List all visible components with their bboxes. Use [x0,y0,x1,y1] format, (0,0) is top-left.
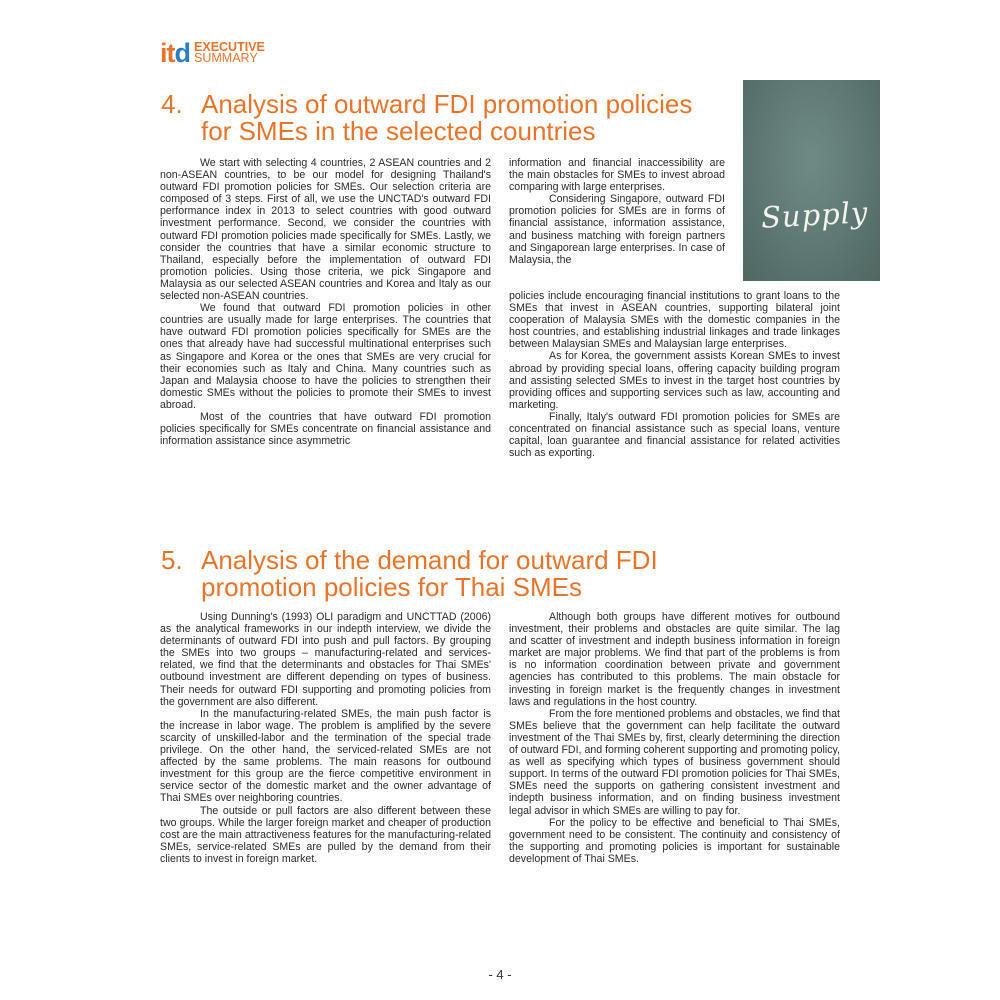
section5-heading [161,547,658,601]
section4-title-line2: for SMEs in the selected countries [201,116,596,146]
page-number: - 4 - [488,967,512,982]
section4-number: 4. [161,89,183,119]
section4-paragraph-continuation: information and financial inaccessibility are the main obstacles for SMEs to invest abroad comparing with large enterprises. [509,157,725,194]
section4-paragraph: As for Korea, the government assists Korean SMEs to invest abroad by providing special loans, offering capacity building program and assisting selected SMEs to invest in the target host countries by providing offices and supporting services such as law, accounting and marketing. [509,350,840,411]
section4-paragraph-continuation: policies include encouraging financial institutions to grant loans to the SMEs that invest in ASEAN countries, supporting bilateral joint cooperation of Malaysia SMEs with the domestic companies in the host countries, and establishing industrial linkages and trade linkages between Malaysian SMEs and Malaysian large enterprises. [509,290,840,351]
section4-paragraph: We found that outward FDI promotion policies in other countries are usually made for large enterprises. The countries that have outward FDI promotion policies specifically for SMEs are the ones that already have had successful multinational enterprises such as Singapore and Korea or the ones that SMEs are very crucial for their economies such as Italy and China. Many countries such as Japan and Malaysia choose to have the policies to strengthen their domestic SMEs without the policies to promote their SMEs to invest abroad. [160,302,491,411]
section5-title-line2: promotion policies for Thai SMEs [201,572,583,602]
section5-paragraph: The outside or pull factors are also different between these two groups. While the larger foreign market and cheaper of production cost are the main attractiveness features for the manufacturing-related SMEs, service-related SMEs are pulled by the demand from their clients to invest in foreign market. [160,804,491,865]
logo-subtitle [194,42,265,64]
section5-paragraph: Using Dunning's (1993) OLI paradigm and UNCTTAD (2006) as the analytical frameworks in our indepth interview, we divide the determinants of outward FDI into push and pull factors. By grouping the SMEs into two groups – manufacturing-related and services-related, we find that the determinants and obstacles for Thai SMEs' outbound investment are different depending on types of business. Their needs for outward FDI supporting and promoting policies from the government are also different. [160,611,491,708]
section4-paragraph: Most of the countries that have outward FDI promotion policies specifically for SMEs concentrate on financial assistance and information assistance since asymmetric [160,410,491,448]
section5-paragraph: In the manufacturing-related SMEs, the main push factor is the increase in labor wage. The problem is amplified by the severe scarcity of unskilled-labor and the termination of the special trade privilege. On the other hand, the serviced-related SMEs are not affected by the same problems. The main reasons for outbound investment for this group are the fierce competitive environment in service sector of the domestic market and the owner advantage of Thai SMEs over neighboring countries. [160,707,491,805]
section5-paragraph: Although both groups have different motives for outbound investment, their problems and obstacles are quite similar. The lag and scatter of investment and indepth business information in foreign market are major problems. We find that part of the problems is from is no information coordination between private and government agencies has contributed to this problems. The main obstacle for investing in foreign market is the frequently changes in investment laws and regulations in the host country. [509,611,840,708]
logo-subtitle-line2: SUMMARY [194,51,258,65]
section4-paragraph: Considering Singapore, outward FDI promotion policies for SMEs are in forms of financial assistance, information assistance, and business matching with foreign partners and Singaporean large enterprises. In case of Malaysia, the [509,193,725,266]
section4-heading [161,91,692,145]
itd-logo [160,38,265,68]
section4-right-column-wide [509,290,840,459]
section5-paragraph: For the policy to be effective and beneficial to Thai SMEs, government need to be consistent. The continuity and consistency of the supporting and promoting policies is important for sustainable development of Thai SMEs. [509,816,840,865]
section4-paragraph: Finally, Italy's outward FDI promotion policies for SMEs are concentrated on financial assistance such as special loans, venture capital, loan guarantee and financial assistance for related activities such as exporting. [509,410,840,460]
section5-title-line1: Analysis of the demand for outward FDI [201,545,658,575]
section5-number: 5. [161,545,183,575]
logo-subtitle-line1: EXECUTIVE [194,40,265,54]
section4-title-line1: Analysis of outward FDI promotion policies [201,89,693,119]
chalkboard-word: Supply [760,195,870,235]
section5-right-column [509,611,840,865]
section5-left-column [160,611,491,865]
section5-paragraph: From the fore mentioned problems and obstacles, we find that SMEs believe that the government can help facilitate the outward investment of the Thai SMEs by, first, clearly determining the direction of outward FDI, and forming coherent supporting and promoting policy, as well as specifying which types of business government should support. In terms of the outward FDI promotion policies for Thai SMEs, SMEs need the supports on gathering consistent investment and indepth business information, and on finding business investment legal advisor in which SMEs are willing to pay for. [509,707,840,817]
section4-paragraph: We start with selecting 4 countries, 2 ASEAN countries and 2 non-ASEAN countries, to be our model for designing Thailand's outward FDI promotion policies for SMEs. Our selection criteria are composed of 3 steps. First of all, we use the UNCTAD's outward FDI performance index in 2013 to select countries with good outward investment performance. Second, we consider the countries with outward FDI promotion policies made specifically for SMEs. Lastly, we consider the countries that have a similar economic structure to Thailand, especially before the implementation of outward FDI promotion policies. Using those criteria, we pick Singapore and Malaysia as our selected ASEAN countries and Korea and Italy as our selected non-ASEAN countries. [160,157,491,303]
section4-left-column [160,157,491,447]
section4-right-column-narrow [509,157,725,266]
supply-chalkboard-image [743,80,880,281]
itd-logo-mark: itd [160,37,191,68]
